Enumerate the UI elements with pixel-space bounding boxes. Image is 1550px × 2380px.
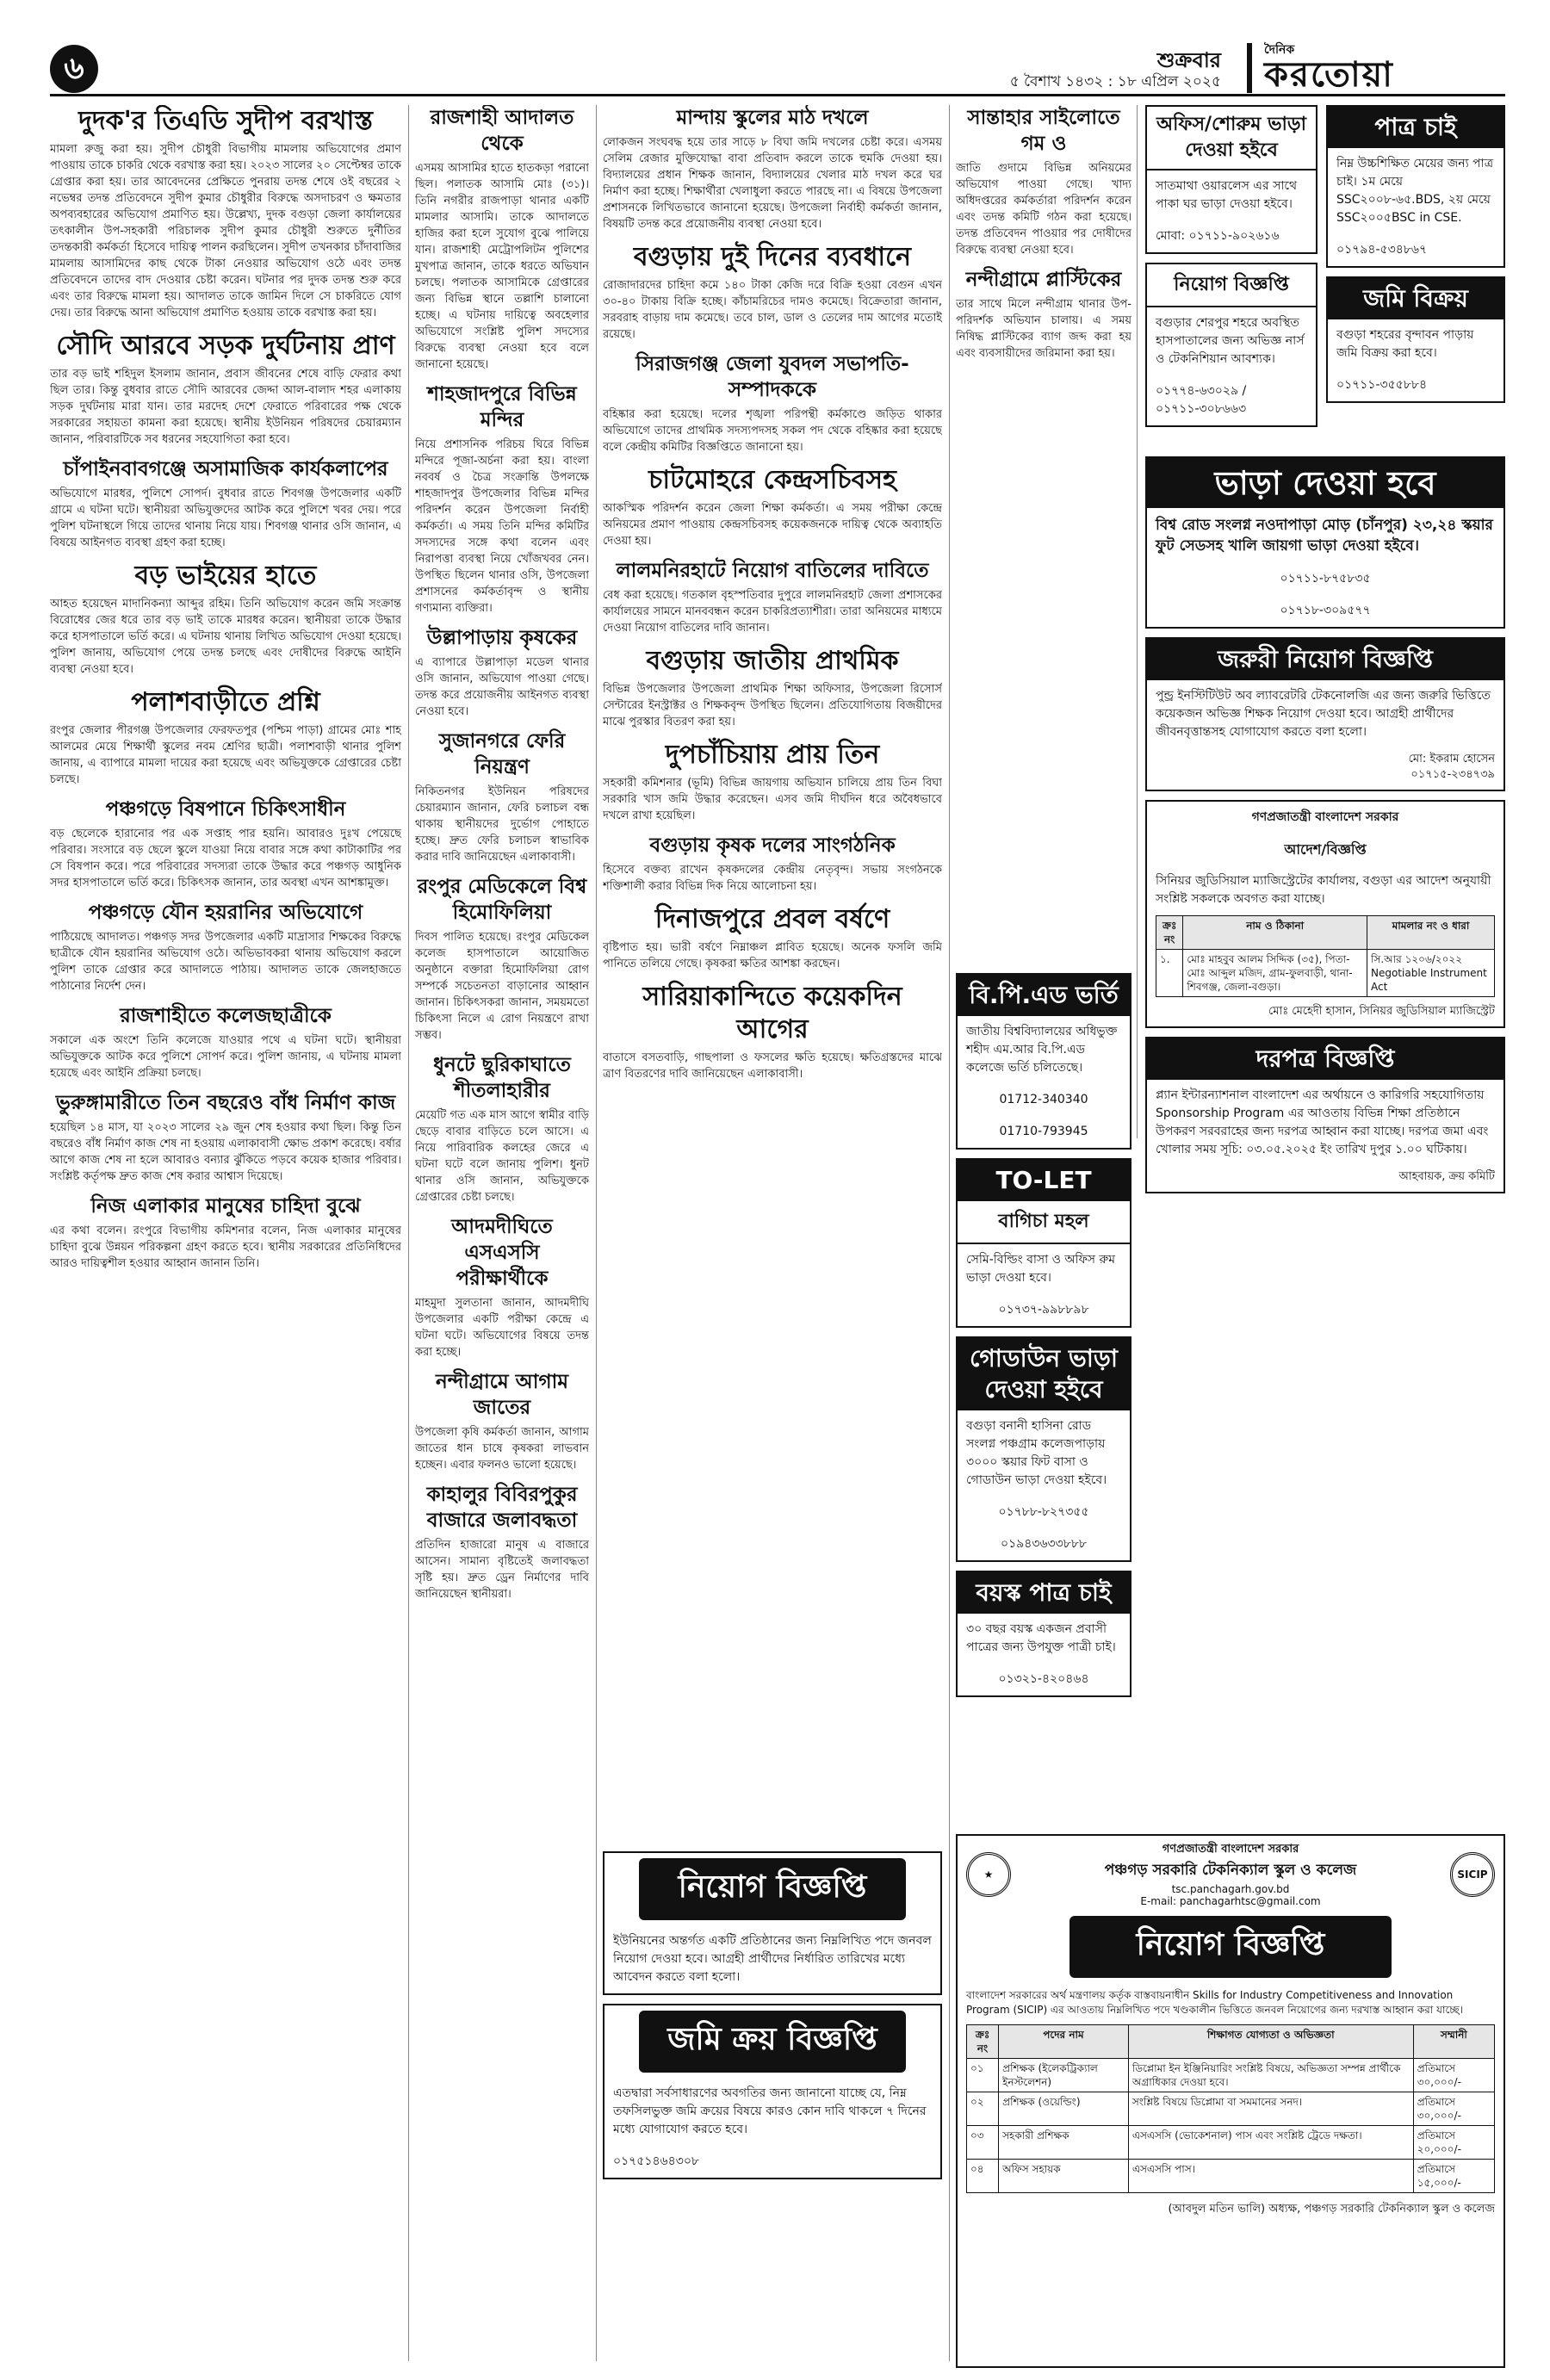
- news-story: [415, 1482, 589, 1602]
- ad-title: নিয়োগ বিজ্ঞপ্তি: [1070, 1916, 1392, 1978]
- ad-title: বি.পি.এড ভর্তি: [958, 975, 1130, 1016]
- table-row: [967, 2160, 1495, 2193]
- news-story: [50, 105, 401, 321]
- ad-phone: ০১৩২১-৪২০৪৬৪: [998, 1672, 1089, 1686]
- table-header: ক্রঃ নং: [1156, 916, 1183, 950]
- news-story: [50, 560, 401, 678]
- story-body: বিভিন্ন উপজেলার উপজেলা প্রাথমিক শিক্ষা অফিসার, উপজেলা রিসোর্স সেন্টারের ইনস্ট্রাক্টর ও শিক্ষকবৃন্দ উপস্থিত ছিলেন। প্রতিযোগিতায় বিজয়ীদের মাঝে পুরস্কার বিতরণ করা হয়।: [603, 683, 942, 728]
- news-story: [415, 1214, 589, 1360]
- headline: নন্দীগ্রামে আগাম জাতের: [435, 1371, 569, 1419]
- table-cell: ১.: [1156, 950, 1183, 997]
- news-story: [415, 874, 589, 1044]
- story-body: তার সাথে মিলে নন্দীগ্রাম থানার উপ-পরিদর্শক অভিযান চালায়। এ সময় নিষিদ্ধ প্লাস্টিকের ব্যাগ জব্দ করা হয় এবং ব্যবসায়ীদের জরিমানা করা হয়।: [956, 298, 1132, 360]
- story-body: হিসেবে বক্তব্য রাখেন কৃষকদলের কেন্দ্রীয় নেতৃবৃন্দ। সভায় সংগঠনকে শক্তিশালী করার বিভিন্ন দিক নিয়ে আলোচনা হয়।: [603, 864, 942, 893]
- table-cell: ০৪: [967, 2160, 999, 2193]
- ptc-website: tsc.panchagarh.gov.bd: [1171, 1883, 1290, 1895]
- ad-title: দরপত্র বিজ্ঞপ্তি: [1147, 1038, 1504, 1080]
- headline: সান্তাহার সাইলোতে গম ও: [967, 107, 1120, 155]
- story-body: বড় ছেলেকে হারানোর পর এক সপ্তাহ পার হয়নি। আবারও দুঃখ পেয়েছে পরিবার। সংসারে বড় ছেলে স্কুলে যাওয়া নিয়ে বাবার সঙ্গে কথা কাটাকাটির পর সে বিষপান করে। পরে পরিবারের সদস্যরা তাকে উদ্ধার করে পঞ্চগড় আধুনিক সদর হাসপাতালে ভর্তি করে। চিকিৎসক জানান, তার অবস্থা এখন আশঙ্কামুক্ত।: [50, 827, 401, 889]
- ad-signature: মোঃ মেহেদী হাসান, সিনিয়র জুডিসিয়াল ম্যাজিস্ট্রেট: [1268, 1005, 1495, 1018]
- tolet-ad: [956, 1158, 1132, 1328]
- column-3: [603, 105, 942, 1844]
- ad-phone: ০১৭১১-৩৫৫৮৮৪: [1336, 378, 1428, 392]
- ad-gov-heading: গণপ্রজাতন্ত্রী বাংলাদেশ সরকার: [1251, 810, 1399, 824]
- table-cell: ডিপ্লোমা ইন ইঞ্জিনিয়ারিং সংশ্লিষ্ট বিষয়ে, অভিজ্ঞতা সম্পন্ন প্রার্থীকে অগ্রাধিকার দেওয়া হবে।: [1128, 2059, 1413, 2092]
- headline: বগুড়ায় কৃষক দলের সাংগঠনিক: [649, 834, 896, 857]
- table-row: [967, 2025, 1495, 2059]
- table-cell: এসএসসি (ভোকেশনাল) পাস এবং সংশ্লিষ্ট ট্রেডে দক্ষতা।: [1128, 2126, 1413, 2160]
- headline: সারিয়াকান্দিতে কয়েকদিন আগের: [642, 982, 902, 1044]
- ad-title: অফিস/শোরুম ভাড়া দেওয়া হইবে: [1147, 107, 1316, 170]
- headline: বড় ভাইয়ের হাতে: [134, 561, 317, 591]
- headline: রাজশাহীতে কলেজছাত্রীকে: [120, 1005, 332, 1027]
- ad-title: TO-LET: [958, 1160, 1130, 1201]
- column-4: [956, 105, 1132, 1121]
- column-rule: [408, 105, 409, 2361]
- story-body: বহিষ্কার করা হয়েছে। দলের শৃঙ্খলা পরিপন্থী কর্মকাণ্ডে জড়িত থাকার অভিযোগে তাদের প্রাথমিক সদস্যপদসহ সকল পদ থেকে বহিষ্কার করা হয়েছে বলে কেন্দ্রীয় কমিটির বিজ্ঞপ্তিতে জানানো হয়।: [603, 408, 942, 454]
- headline: পলাশবাড়ীতে প্রশ্নি: [131, 687, 320, 717]
- headline: রংপুর মেডিকেলে বিশ্ব হিমোফিলিয়া: [417, 876, 587, 924]
- headline: লালমনিরহাটে নিয়োগ বাতিলের দাবিতে: [616, 560, 929, 582]
- headline: পঞ্চগড়ে যৌন হয়রানির অভিযোগে: [88, 902, 363, 924]
- gov-seal-icon: ★: [966, 1852, 1011, 1897]
- land-purchase-ad: [603, 2004, 942, 2179]
- page-number: ৬: [50, 45, 98, 93]
- table-header: মামলার নং ও ধারা: [1367, 916, 1494, 950]
- sign-phone: ০১৭১৫-২৩৪৭৩৯: [1410, 768, 1495, 781]
- column-2: [415, 105, 589, 2370]
- headline: শাহজাদপুরে বিভিন্ন মন্দির: [427, 383, 577, 431]
- story-body: নিয়ে প্রশাসনিক পরিচয় ঘিরে বিভিন্ন মন্দিরে পূজা-অর্চনা করা হয়। বাংলা নববর্ষ ও চৈত্র সংক্রান্তি উপলক্ষে শাহজাদপুর উপজেলার বিভিন্ন মন্দির পরিদর্শন করেন উপজেলা নির্বাহী কর্মকর্তা। এ সময় তিনি মন্দির কমিটির সদস্যদের সঙ্গে কথা বলেন এবং নিরাপত্তা ব্যবস্থা নিয়ে খোঁজখবর নেন। উপস্থিত ছিলেন থানার ওসি, উপজেলা প্রশাসনের কর্মকর্তাবৃন্দ ও স্থানীয় গণ্যমান্য ব্যক্তিরা।: [415, 438, 589, 615]
- table-cell: সি.আর ১২০৬/২০২২ Negotiable Instrument Act: [1367, 950, 1494, 997]
- headline: ধুনটে ছুরিকাঘাতে শীতলাহারীর: [433, 1054, 571, 1102]
- ad-title: বয়স্ক পাত্র চাই: [958, 1572, 1130, 1614]
- sign-name: মো: ইকরাম হোসেন: [1408, 753, 1495, 765]
- ad-body: বগুড়ার শেরপুর শহরে অবস্থিত হাসপাতালের জন্য অভিজ্ঞ নার্স ও টেকনিশিয়ান আবশ্যক।: [1156, 316, 1305, 366]
- news-story: [50, 900, 401, 995]
- table-header: শিক্ষাগত যোগ্যতা ও অভিজ্ঞতা: [1128, 2025, 1413, 2059]
- table-cell: প্রতিমাসে ২০,০০০/-: [1413, 2126, 1494, 2160]
- ptc-email: E-mail: panchagarhtsc@gmail.com: [1140, 1895, 1321, 1907]
- ad-title: ভাড়া দেওয়া হবে: [1147, 458, 1504, 508]
- rent-ad: [1145, 456, 1505, 629]
- ad-phone: ০১৭৭৪-৬৩০২৯ / ০১৭১১-৩০৮৬৬৩: [1156, 384, 1247, 416]
- ptc-recruitment-ad: [956, 1834, 1505, 2368]
- ad-body: পুন্ড্র ইনস্টিটিউট অব ল্যাবরেটরি টেকনোলজি এর জন্য জরুরি ভিত্তিতে কয়েকজন অভিজ্ঞ শিক্ষক নিয়োগ দেওয়া হবে। আগ্রহী প্রার্থীদের জীবনবৃত্তান্তসহ যোগাযোগ করতে বলা হলো।: [1156, 689, 1491, 739]
- ad-signature: (আবদুল মতিন ভালি) অধ্যক্ষ, পঞ্চগড় সরকারি টেকনিক্যাল স্কুল ও কলেজ: [1168, 2203, 1495, 2216]
- table-cell: ০১: [967, 2059, 999, 2092]
- news-story: [50, 686, 401, 788]
- story-body: মামলা রুজু করা হয়। সুদীপ চৌধুরী বিভাগীয় মামলায় অভিযোগের প্রমাণ পাওয়ায় তাকে চাকরি থেকে বরখাস্ত করা হয়। ২০২৩ সালের ২০ সেপ্টেম্বর তাকে গ্রেপ্তার করা হয়। তার আবেদনের প্রেক্ষিতে পুনরায় তদন্ত শেষে ওই বছরের ২ নভেম্বর তদন্ত প্রতিবেদনে সুদীপ কুমার চৌধুরীর বিরুদ্ধে অসদাচরণ ও ক্ষমতার অপব্যবহারের অভিযোগ প্রমাণিত হয়। উল্লেখ্য, দুদক বগুড়া জেলা কার্যালয়ের তৎকালীন উপ-সহকারী পরিচালক সুদীপ কুমার চৌধুরী শুরুতে দুর্নীতির তদন্তকারী কর্মকর্তা হিসেবে দায়িত্ব পালন করছিলেন। সুদীপ তখনকার চাঁদাবাজির মামলায় আসামিদের কাছ থেকে টাকা নেওয়ার অভিযোগ ওঠে এবং তদন্ত প্রতিবেদনে তাদের বাদ দেওয়ার চেষ্টা করেন। ঘটনার পর দুদক তদন্ত শুরু করে এবং তার বিরুদ্ধে মামলা হয়। আদালত তাকে জামিন দিলে সে চাকরিতে যোগ দেয়। তার বিরুদ্ধে আনা অভিযোগ প্রমাণিত হওয়ায় তাকে বরখাস্ত করা হয়।: [50, 143, 401, 319]
- headline: চাটমোহরে কেন্দ্রসচিবসহ: [648, 465, 896, 495]
- story-body: রংপুর জেলার পীরগঞ্জ উপজেলার ফেরফতপুর (পশ্চিম পাড়া) গ্রামের মোঃ শাহ আলমের মেয়ে শিক্ষার্থী স্কুলের নবম শ্রেণির ছাত্রী। পলাশবাড়ী থানার পুলিশ জানায়, এ ব্যাপারে মামলা দায়ের করা হয়েছে এবং অভিযুক্তকে গ্রেপ্তারের চেষ্টা চলছে।: [50, 724, 401, 786]
- ad-body: সেমি-বিল্ডিং বাসা ও অফিস রুম ভাড়া দেওয়া হবে।: [966, 1253, 1116, 1285]
- headline: আদমদীঘিতে এসএসসি পরীক্ষার্থীকে: [451, 1216, 553, 1290]
- ad-phone: ০১৭৫১৪৬৪৩০৮: [613, 2154, 700, 2168]
- column-rule: [596, 105, 597, 2361]
- ad-title: নিয়োগ বিজ্ঞপ্তি: [1147, 264, 1316, 307]
- news-story: [956, 105, 1132, 258]
- table-header: ক্রঃ নং: [967, 2025, 999, 2059]
- ptc-institution-name: পঞ্চগড় সরকারি টেকনিক্যাল স্কুল ও কলেজ: [1104, 1862, 1357, 1879]
- ad-phone: 01710-793945: [999, 1125, 1088, 1138]
- headline: পঞ্চগড়ে বিষপানে চিকিৎসাধীন: [105, 798, 346, 821]
- headline: সৌদি আরবে সড়ক দুর্ঘটনায় প্রাণ: [56, 331, 395, 361]
- ad-title: জমি বিক্রয়: [1328, 278, 1504, 319]
- ad-title: জরুরী নিয়োগ বিজ্ঞপ্তি: [1147, 639, 1504, 680]
- ad-title: গোডাউন ভাড়া দেওয়া হইবে: [958, 1338, 1130, 1410]
- story-body: এসময় আসামির হাতে হাতকড়া পরানো ছিল। পলাতক আসামি মোঃ (৩১)। তিনি নগরীর রাজপাড়া থানার একটি মামলার আসামি। তাকে আদালতে হাজির করা হলে সুযোগ বুঝে পালিয়ে যান। রাজশাহী মেট্রোপলিটন পুলিশের মুখপাত্র জানান, তাকে ধরতে অভিযান চলছে। পলাতক আসামিকে গ্রেপ্তারের জন্য বিভিন্ন স্থানে তল্লাশি চালানো হচ্ছে। এ ঘটনায় দায়িত্বে অবহেলার অভিযোগে সংশ্লিষ্ট পুলিশ সদস্যের বিরুদ্ধে ব্যবস্থা নেওয়া হবে বলে জানানো হয়েছে।: [415, 162, 589, 371]
- masthead-small: দৈনিক: [1264, 43, 1295, 57]
- ad-phone: ০১৭৩৭-৯৯৮৮৯৮: [998, 1303, 1089, 1317]
- masthead: [1247, 43, 1505, 93]
- headline: মান্দায় স্কুলের মাঠ দখলে: [676, 107, 869, 129]
- ad-phone: ০১৭১৮-৩০৯৫৭৭: [1280, 604, 1371, 617]
- news-story: [956, 267, 1132, 362]
- ad-phone: ০১৯৪৩৬৩৩৮৮৮: [1000, 1537, 1088, 1551]
- story-body: পাঠিয়েছে আদালত। পঞ্চগড় সদর উপজেলার একটি মাদ্রাসার শিক্ষকের বিরুদ্ধে ছাত্রীকে যৌন হয়রানির অভিযোগ ওঠে। অভিভাবকরা থানায় অভিযোগ করলে পুলিশ তাকে গ্রেপ্তার করে আদালতে পাঠায়। আদালত তাকে জেলহাজতে পাঠানোর নির্দেশ দেন।: [50, 931, 401, 993]
- news-story: [603, 645, 942, 730]
- story-body: লোকজন সংঘবদ্ধ হয়ে তার সাড়ে ৮ বিঘা জমি দখলের চেষ্টা করে। এসময় সেলিম রেজার মুক্তিযোদ্ধা বাবা প্রতিবাদ করলে তাকে হুমকি দেওয়া হয়। বিদ্যালয়ের প্রধান শিক্ষক জানান, বিদ্যালয়ের খেলার মাঠ দখল করে ঘর নির্মাণ করা হচ্ছে। শিক্ষার্থীরা খেলাধুলা করতে পারছে না। এ বিষয়ে উপজেলা প্রশাসনকে লিখিতভাবে জানানো হয়েছে। উপজেলা নির্বাহী কর্মকর্তা জানান, বিষয়টি তদন্ত করে প্রয়োজনীয় ব্যবস্থা নেওয়া হবে।: [603, 136, 942, 231]
- story-body: আকস্মিক পরিদর্শন করেন জেলা শিক্ষা কর্মকর্তা। এ সময় পরীক্ষা কেন্দ্রে অনিয়মের প্রমাণ পাওয়ায় কেন্দ্রসচিবসহ কয়েকজনকে দায়িত্ব থেকে অব্যাহতি দেওয়া হয়।: [603, 502, 942, 548]
- story-body: নিকিতনগর ইউনিয়ন পরিষদের চেয়ারম্যান জানান, ফেরি চলাচল বন্ধ থাকায় স্থানীয়দের দুর্ভোগ পোহাতে হচ্ছে। দ্রুত ফেরি চলাচল স্বাভাবিক করার দাবি জানিয়েছেন এলাকাবাসী।: [415, 785, 589, 864]
- story-body: মাহমুদা সুলতানা জানান, আদমদীঘি উপজেলার একটি পরীক্ষা কেন্দ্রে এ ঘটনা ঘটে। অভিযোগের বিষয়ে তদন্ত করা হচ্ছে।: [415, 1297, 589, 1359]
- ad-title: পাত্র চাই: [1328, 107, 1504, 148]
- headline: কাহালুর বিবিরপুকুর বাজারে জলাবদ্ধতা: [426, 1484, 578, 1532]
- story-body: সহকারী কমিশনার (ভূমি) বিভিন্ন জায়গায় অভিযান চালিয়ে প্রায় তিন বিঘা সরকারি খাস জমি উদ্ধার করেছেন। এসব জমি দীর্ঘদিন ধরে অবৈধভাবে দখলে রাখা হয়েছিল।: [603, 777, 942, 822]
- table-cell: প্রতিমাসে ৩০,০০০/-: [1413, 2092, 1494, 2126]
- ptc-notice: [956, 1834, 1505, 2377]
- news-story: [415, 625, 589, 720]
- bped-admission-ad: [956, 973, 1132, 1150]
- news-story: [50, 1003, 401, 1082]
- headline: সুজানগরে ফেরি নিয়ন্ত্রণ: [438, 730, 566, 778]
- land-sale-ad: [1326, 276, 1505, 403]
- table-cell: প্রতিমাসে ১৫,০০০/-: [1413, 2160, 1494, 2193]
- godown-rent-ad: [956, 1336, 1132, 1562]
- ad-subtitle: আদেশ/বিজ্ঞপ্তি: [1284, 841, 1367, 858]
- ad-body: বাংলাদেশ সরকারের অর্থ মন্ত্রণালয় কর্তৃক বাস্তবায়নাধীন Skills for Industry Competitiveness and Innovation Program (SICIP) এর আওতায় নিম্নলিখিত পদে খণ্ডকালীন ভিত্তিতে জনবল নিয়োগের জন্য দরখাস্ত আহ্বান করা যাচ্ছে।: [966, 1989, 1463, 2016]
- table-cell: এসএসসি পাস।: [1128, 2160, 1413, 2193]
- page-header: [50, 43, 1505, 96]
- story-body: উপজেলা কৃষি কর্মকর্তা জানান, আগাম জাতের ধান চাষে কৃষকরা লাভবান হচ্ছেন। এবার ফলনও ভালো হয়েছে।: [415, 1426, 589, 1472]
- news-story: [415, 105, 589, 373]
- groom-wanted-ad: [1326, 105, 1505, 268]
- headline: সিরাজগঞ্জ জেলা যুবদল সভাপতি-সম্পাদককে: [636, 353, 909, 401]
- ad-body: ৩০ বছর বয়স্ক একজন প্রবাসী পাত্রের জন্য উপযুক্ত পাত্রী চাই।: [966, 1622, 1116, 1654]
- table-cell: অফিস সহায়ক: [999, 2160, 1129, 2193]
- ad-subtitle: বাগিচা মহল: [958, 1201, 1130, 1244]
- story-body: মেয়েটি গত এক মাস আগে স্বামীর বাড়ি ছেড়ে বাবার বাড়িতে চলে আসে। এ নিয়ে পারিবারিক কলহের জেরে এ ঘটনা ঘটে বলে জানায় পুলিশ। ধুনট থানার ওসি জানান, অভিযুক্তকে গ্রেপ্তারের চেষ্টা চলছে।: [415, 1109, 589, 1204]
- news-story: [50, 456, 401, 551]
- court-notice-ad: [1145, 800, 1505, 1028]
- ad-phone: 01712-340340: [999, 1093, 1088, 1106]
- story-body: তার বড় ভাই শহিদুল ইসলাম জানান, প্রবাস জীবনের শেষে বাড়ি ফেরার কথা ছিল তার। কিন্তু বুধবার রাতে সৌদি আরবের জেদ্দা আল-বালাদ শহর এলাকায় সড়ক দুর্ঘটনায় মারা যান। তার মরদেহ দেশে ফেরাতে পরিবারের পক্ষ থেকে সরকারের সহায়তা কামনা করা হয়েছে। স্থানীয় ইউনিয়ন পরিষদের চেয়ারম্যান জানান, পরিবারটিকে সব ধরনের সহযোগিতা করা হবে।: [50, 368, 401, 446]
- ad-body: বগুড়া বনানী হাসিনা রোড সংলগ্ন পঞ্চগ্রাম কলেজপাড়ায় ৩০০০ স্কয়ার ফিট বাসা ও গোডাউন ভাড়া দেওয়া হইবে।: [966, 1419, 1107, 1487]
- story-body: রোজাদারদের চাহিদা কমে ১৪০ টাকা কেজি দরে বিক্রি হওয়া বেগুন এখন ৩০-৪০ টাকায় বিক্রি হচ্ছে। কাঁচামরিচের দামও কমেছে। বিক্রেতারা জানান, সরবরাহ বাড়ায় দাম কমেছে। তবে চাল, ডাল ও তেলের দাম আগের মতোই রয়েছে।: [603, 279, 942, 341]
- story-body: বাতাসে বসতবাড়ি, গাছপালা ও ফসলের ক্ষতি হয়েছে। ক্ষতিগ্রস্তদের মাঝে ত্রাণ বিতরণের দাবি জানিয়েছেন এলাকাবাসী।: [603, 1051, 942, 1081]
- news-story: [603, 351, 942, 456]
- table-cell: প্রশিক্ষক (ইলেকট্রিক্যাল ইনস্টলেশন): [999, 2059, 1129, 2092]
- story-body: জাতি গুদামে বিভিন্ন অনিয়মের অভিযোগ পাওয়া গেছে। খাদ্য অধিদপ্তরের কর্মকর্তারা পরিদর্শন করেন এবং তদন্ত কমিটি গঠন করা হয়েছে। তদন্ত প্রতিবেদন পাওয়ার পর দোষীদের বিরুদ্ধে ব্যবস্থা নেওয়া হবে।: [956, 162, 1132, 257]
- headline: রাজশাহী আদালত থেকে: [430, 107, 574, 155]
- news-story: [603, 903, 942, 972]
- news-story: [415, 381, 589, 617]
- ad-body: ইউনিয়নের অন্তর্গত একটি প্রতিষ্ঠানের জন্য নিম্নলিখিত পদে জনবল নিয়োগ দেওয়া হবে। আগ্রহী প্রার্থীদের নির্ধারিত তারিখের মধ্যে আবেদন করতে বলা হলো।: [613, 1934, 932, 1984]
- headline: বগুড়ায় জাতীয় প্রাথমিক: [646, 646, 899, 676]
- story-body: বৃষ্টিপাত হয়। ভারী বর্ষণে নিম্নাঞ্চল প্লাবিত হয়েছে। অনেক ফসলি জমি পানিতে তলিয়ে গেছে। কৃষকরা ক্ষতির আশঙ্কা করছেন।: [603, 941, 942, 970]
- story-body: দিবস পালিত হয়েছে। রংপুর মেডিকেল কলেজ হাসপাতালে আয়োজিত অনুষ্ঠানে বক্তারা হিমোফিলিয়া রোগ সম্পর্কে সচেতনতা বাড়ানোর আহ্বান জানান। চিকিৎসকরা জানান, সময়মতো চিকিৎসা নিলে এ রোগ নিয়ন্ত্রণে রাখা সম্ভব।: [415, 931, 589, 1042]
- ad-body: সিনিয়র জুডিসিয়াল ম্যাজিস্ট্রেটের কার্যালয়, বগুড়া এর আদেশ অনুযায়ী সংশ্লিষ্ট সকলকে অবগত করা যাচ্ছে।: [1156, 874, 1491, 906]
- ptc-table: [966, 2024, 1495, 2193]
- story-body: এর কথা বলেন। রংপুরে বিভাগীয় কমিশনার বলেন, নিজ এলাকার মানুষের চাহিদা বুঝে উন্নয়ন পরিকল্পনা গ্রহণ করতে হবে। স্থানীয় সরকারের প্রতিনিধিদের আরও দায়িত্বশীল হওয়ার আহ্বান জানান তিনি।: [50, 1224, 401, 1270]
- table-row: [967, 2092, 1495, 2126]
- ad-signature: [1147, 752, 1504, 790]
- news-story: [50, 796, 401, 891]
- ad-signature: আহবায়ক, ক্রয় কমিটি: [1398, 1170, 1495, 1183]
- headline: দুদক'র তিএডি সুদীপ বরখাস্ত: [78, 106, 373, 136]
- table-cell: ০৩: [967, 2126, 999, 2160]
- table-cell: প্রশিক্ষক (ওয়েল্ডিং): [999, 2092, 1129, 2126]
- table-row: [1156, 916, 1495, 950]
- ad-phone: ০১৭৮৮-৮২৭৩৫৫: [998, 1505, 1089, 1519]
- table-row: [967, 2126, 1495, 2160]
- headline: নিজ এলাকার মানুষের চাহিদা বুঝে: [90, 1195, 361, 1218]
- elder-groom-ad: [956, 1571, 1132, 1697]
- ad-title: নিয়োগ বিজ্ঞপ্তি: [639, 1858, 906, 1920]
- column-1: [50, 105, 401, 2370]
- column-rule: [1137, 105, 1138, 1138]
- recruitment-ad: [1145, 263, 1318, 427]
- ad-body: এতদ্বারা সর্বসাধারণের অবগতির জন্য জানানো যাচ্ছে যে, নিম্ন তফসিলভুক্ত জমি ক্রয়ের বিষয়ে কারও কোন দাবি থাকলে ৭ দিনের মধ্যে যোগাযোগ করতে হবে।: [613, 2086, 927, 2136]
- table-cell: প্রতিমাসে ৩০,০০০/-: [1413, 2059, 1494, 2092]
- table-cell: সংশ্লিষ্ট বিষয়ে ডিপ্লোমা বা সমমানের সনদ।: [1128, 2092, 1413, 2126]
- column-rule: [949, 105, 950, 2361]
- headline: বগুড়ায় দুই দিনের ব্যবধানে: [633, 242, 912, 272]
- news-story: [603, 105, 942, 232]
- ad-body: নিম্ন উচ্চশিক্ষিত মেয়ের জন্য পাত্র চাই। ১ম মেয়ে SSC২০০৮-৬৫.BDS, ২য় মেয়ে SSC২০০৫BSC in CSE.: [1336, 157, 1493, 225]
- headline: উল্লাপাড়ায় কৃষকের: [426, 627, 578, 649]
- news-story: [50, 1193, 401, 1272]
- ad-title: জমি ক্রয় বিজ্ঞপ্তি: [639, 2011, 906, 2073]
- headline: ভুরুঙ্গামারীতে তিন বছরেও বাঁধ নির্মাণ কাজ: [55, 1092, 396, 1114]
- story-body: বেধ করা হয়েছে। গতকাল বৃহস্পতিবার দুপুরে লালমনিরহাট জেলা প্রশাসকের কার্যালয়ের সামনে মানববন্ধন করেন চাকরিপ্রত্যাশীরা। তারা অনিয়মের মাধ্যমে দেওয়া নিয়োগ বাতিলের দাবি জানান।: [603, 589, 942, 635]
- notice-table: [1156, 915, 1495, 997]
- table-header: নাম ও ঠিকানা: [1183, 916, 1367, 950]
- ad-body: জাতীয় বিশ্ববিদ্যালয়ের অধিভুক্ত শহীদ এম.আর বি.পি.এড কলেজে ভর্তি চলিতেছে।: [966, 1025, 1118, 1075]
- ad-phone: ০১৭৯৪-৫৩৪৮৬৭: [1336, 243, 1428, 257]
- headline: দিনাজপুরে প্রবল বর্ষণে: [654, 904, 890, 934]
- news-story: [603, 241, 942, 343]
- table-cell: সহকারী প্রশিক্ষক: [999, 2126, 1129, 2160]
- story-body: প্রতিদিন হাজারো মানুষ এ বাজারে আসেন। সামান্য বৃষ্টিতেই জলাবদ্ধতা সৃষ্টি হয়। দ্রুত ড্রেন নির্মাণের দাবি জানিয়েছেন স্থানীয়রা।: [415, 1539, 589, 1601]
- news-story: [603, 739, 942, 824]
- story-body: সকালে এক অংশে তিনি কলেজে যাওয়ার পথে এ ঘটনা ঘটে। স্থানীয়রা অভিযুক্তকে আটক করে পুলিশে সোপর্দ করে। পুলিশ জানায়, এ ঘটনায় মামলা হয়েছে এবং আইনি প্রক্রিয়া চলছে।: [50, 1034, 401, 1080]
- office-rent-ad: [1145, 105, 1318, 254]
- table-cell: মোঃ মাহবুব আলম সিদ্দিক (৩৫), পিতা-মোঃ আব্দুল মজিদ, গ্রাম-ফুলবাড়ী, থানা-শিবগঞ্জ, জেলা-বগুড়া।: [1183, 950, 1367, 997]
- headline: দুপচাঁচিয়ায় প্রায় তিন: [665, 740, 880, 770]
- masthead-title: করতোয়া: [1264, 55, 1394, 95]
- issue-date: ৫ বৈশাখ ১৪৩২ : ১৮ এপ্রিল ২০২৫: [1009, 73, 1221, 90]
- headline: নন্দীগ্রামে প্লাস্টিকের: [965, 269, 1122, 291]
- news-story: [415, 728, 589, 865]
- issue-day: শুক্রবার: [1156, 48, 1221, 72]
- table-row: [967, 2059, 1495, 2092]
- table-row: [1156, 950, 1495, 997]
- table-header: পদের নাম: [999, 2025, 1129, 2059]
- urgent-recruitment-ad: [1145, 637, 1505, 791]
- ad-phone: ০১৭১১-৮৭৫৮৩৫: [1280, 572, 1371, 586]
- news-story: [603, 981, 942, 1082]
- table-cell: ০২: [967, 2092, 999, 2126]
- ad-body: সাতমাথা ওয়ারলেস এর সাথে পাকা ঘর ভাড়া দেওয়া হইবে।: [1156, 179, 1298, 211]
- story-body: অভিযোগে মারধর, পুলিশে সোপর্দ। বুধবার রাতে শিবগঞ্জ উপজেলার একটি গ্রামে এ ঘটনা ঘটে। স্থানীয়রা অভিযুক্তদের আটক করে পুলিশে খবর দেয়। পরে পুলিশ ঘটনাস্থলে গিয়ে তাদের থানায় নিয়ে যায়। শিবগঞ্জ থানার ওসি জানান, এ বিষয়ে আইনগত ব্যবস্থা গ্রহণ করা হচ্ছে।: [50, 487, 401, 549]
- column-4-ads: [956, 973, 1132, 1834]
- tender-ad: [1145, 1037, 1505, 1193]
- news-story: [603, 833, 942, 895]
- ptc-gov-heading: গণপ্রজাতন্ত্রী বাংলাদেশ সরকার: [1162, 1843, 1299, 1856]
- headline: চাঁপাইনবাবগঞ্জে অসামাজিক কার্যকলাপের: [63, 458, 388, 480]
- news-story: [603, 558, 942, 636]
- story-body: আহত হয়েছেন মাদানিকন্যা আব্দুর রহিম। তিনি অভিযোগ করেন জমি সংক্রান্ত বিরোধের জের ধরে তার বড় ভাই তাকে মারধর করেন। স্থানীয়রা তাকে উদ্ধার করে হাসপাতালে ভর্তি করে। এ ঘটনায় থানায় লিখিত অভিযোগ দেওয়া হয়েছে। পুলিশ জানায়, অভিযোগ পেয়ে তদন্ত চলছে এবং দোষীদের বিরুদ্ধে আইনি ব্যবস্থা নেওয়া হবে।: [50, 598, 401, 676]
- recruitment-ad: [603, 1851, 942, 1995]
- column-3-ads: [603, 1851, 942, 2377]
- ad-body: বিশ্ব রোড সংলগ্ন নওদাপাড়া মোড় (চাঁনপুর) ২৩,২৪ স্কয়ার ফুট সেডসহ খালি জায়গা ভাড়া দেওয়া হইবে।: [1156, 517, 1493, 555]
- ad-phone: মোবা: ০১৭১১-৯০২৬১৬: [1156, 229, 1280, 243]
- sicip-logo-icon: SICIP: [1450, 1852, 1495, 1897]
- ad-body: প্ল্যান ইন্টারন্যাশনাল বাংলাদেশ এর অর্থায়নে ও কারিগরি সহযোগিতায় Sponsorship Program এর আওতায় বিভিন্ন শিক্ষা প্রতিষ্ঠানে উপকরণ সরবরাহের জন্য দরপত্র আহ্বান করা যাচ্ছে। দরপত্র জমা এবং খোলার সময় সূচি: ০৩.০৫.২০২৫ ইং তারিখ দুপুর ১.০০ ঘটিকায়।: [1156, 1088, 1489, 1156]
- table-header: সম্মানী: [1413, 2025, 1494, 2059]
- news-story: [415, 1369, 589, 1473]
- news-story: [603, 464, 942, 549]
- news-story: [50, 1090, 401, 1185]
- news-story: [50, 330, 401, 448]
- story-body: হয়েছিল ১৪ মাস, যা ২০২৩ সালের ২৯ জুন শেষ হওয়ার কথা ছিল। কিন্তু তিন বছরেও বাঁধ নির্মাণ কাজ শেষ না হওয়ায় এলাকাবাসী ক্ষোভ প্রকাশ করেছে। বর্ষার আগে কাজ শেষ না হলে আবারও বন্যার ঝুঁকিতে পড়বে কয়েক হাজার পরিবার। সংশ্লিষ্ট কর্তৃপক্ষ দ্রুত কাজ শেষ করার আশ্বাস দিয়েছে।: [50, 1121, 401, 1183]
- news-story: [415, 1052, 589, 1205]
- story-body: এ ব্যাপারে উল্লাপাড়া মডেল থানার ওসি জানান, অভিযোগ পাওয়া গেছে। তদন্ত করে প্রয়োজনীয় আইনগত ব্যবস্থা নেওয়া হবে।: [415, 656, 589, 718]
- ad-body: বগুড়া শহরের বৃন্দাবন পাড়ায় জমি বিক্রয় করা হবে।: [1336, 328, 1474, 360]
